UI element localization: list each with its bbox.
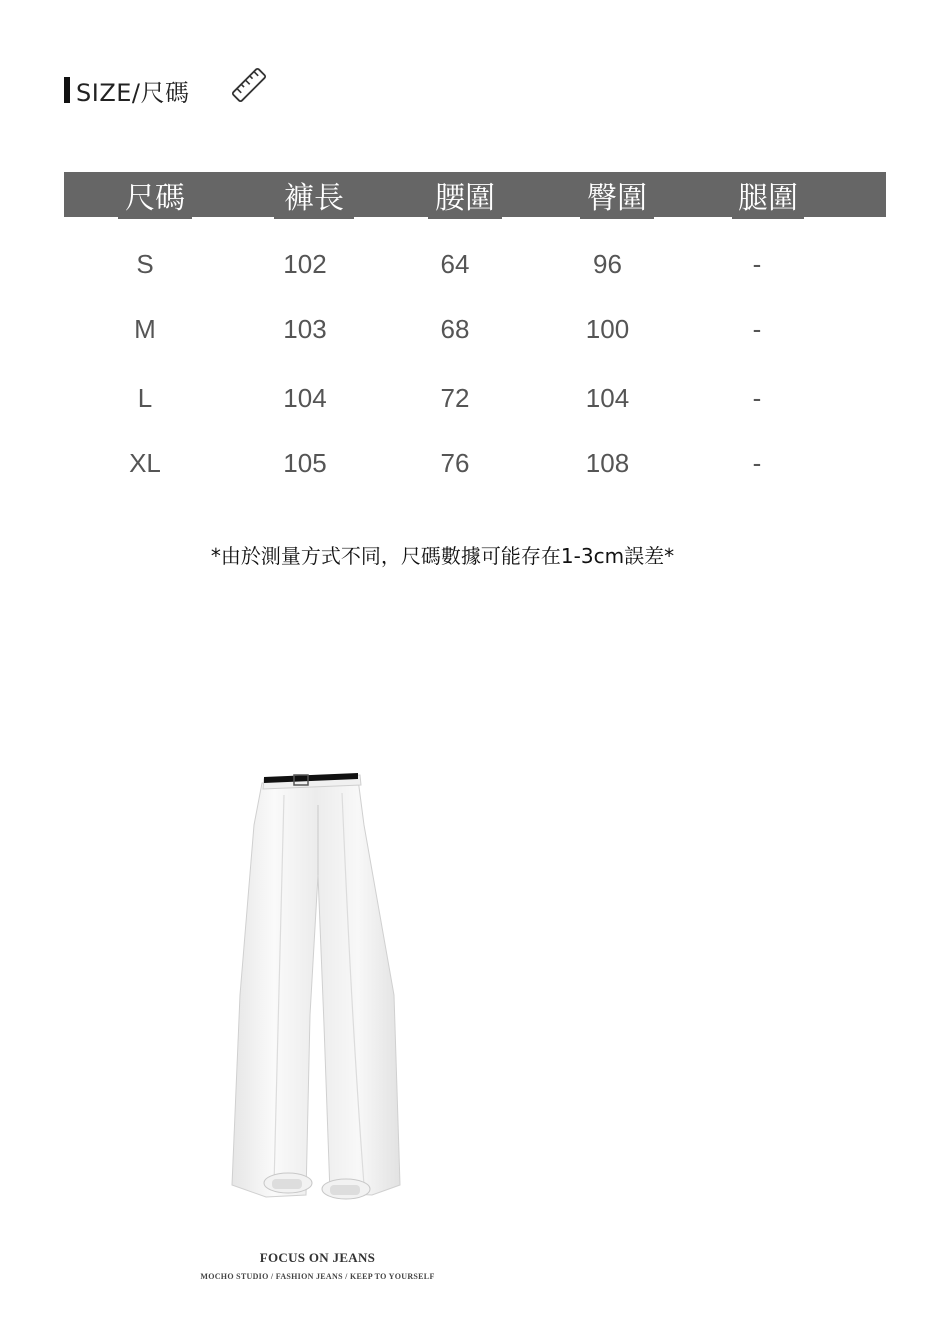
size-title <box>64 74 190 106</box>
cell-size: M <box>134 313 156 344</box>
cell-hip: 96 <box>593 248 622 279</box>
size-title-text: SIZE/尺碼 <box>76 78 190 107</box>
ruler-icon <box>228 64 270 106</box>
table-row <box>0 378 926 418</box>
cell-waist: 64 <box>440 248 470 279</box>
cell-size: S <box>136 248 154 279</box>
header-length: 褲長 <box>274 172 354 217</box>
header-size: 尺碼 <box>118 172 192 217</box>
cell-length: 102 <box>283 248 327 279</box>
cell-hip: 108 <box>585 447 630 478</box>
brand-caption <box>180 1250 455 1281</box>
cell-waist: 72 <box>440 382 470 413</box>
cell-hip: 100 <box>585 313 630 344</box>
header-hip: 臀圍 <box>580 172 654 217</box>
cell-thigh: - <box>752 313 762 344</box>
cell-length: 105 <box>283 447 327 478</box>
cell-size: L <box>137 382 153 413</box>
measurement-note: *由於測量方式不同，尺碼數據可能存在1-3cm誤差* <box>210 543 675 568</box>
cell-thigh: - <box>752 248 762 279</box>
cell-length: 104 <box>283 382 327 413</box>
cell-waist: 76 <box>440 447 470 478</box>
brand-line-2: MOCHO STUDIO / FASHION JEANS / KEEP TO YOURSELF <box>200 1272 435 1281</box>
table-row <box>0 443 926 483</box>
brand-line-1: FOCUS ON JEANS <box>259 1250 376 1265</box>
size-table-header <box>64 172 886 217</box>
table-row <box>0 309 926 349</box>
cell-size: XL <box>129 447 161 478</box>
table-row <box>0 244 926 284</box>
cell-hip: 104 <box>585 382 630 413</box>
cell-thigh: - <box>752 447 762 478</box>
header-thigh: 腿圍 <box>732 172 804 217</box>
title-marker <box>64 77 70 103</box>
cell-thigh: - <box>752 382 762 413</box>
cell-waist: 68 <box>440 313 470 344</box>
cell-length: 103 <box>283 313 327 344</box>
product-image <box>222 765 422 1235</box>
header-waist: 腰圍 <box>428 172 502 217</box>
